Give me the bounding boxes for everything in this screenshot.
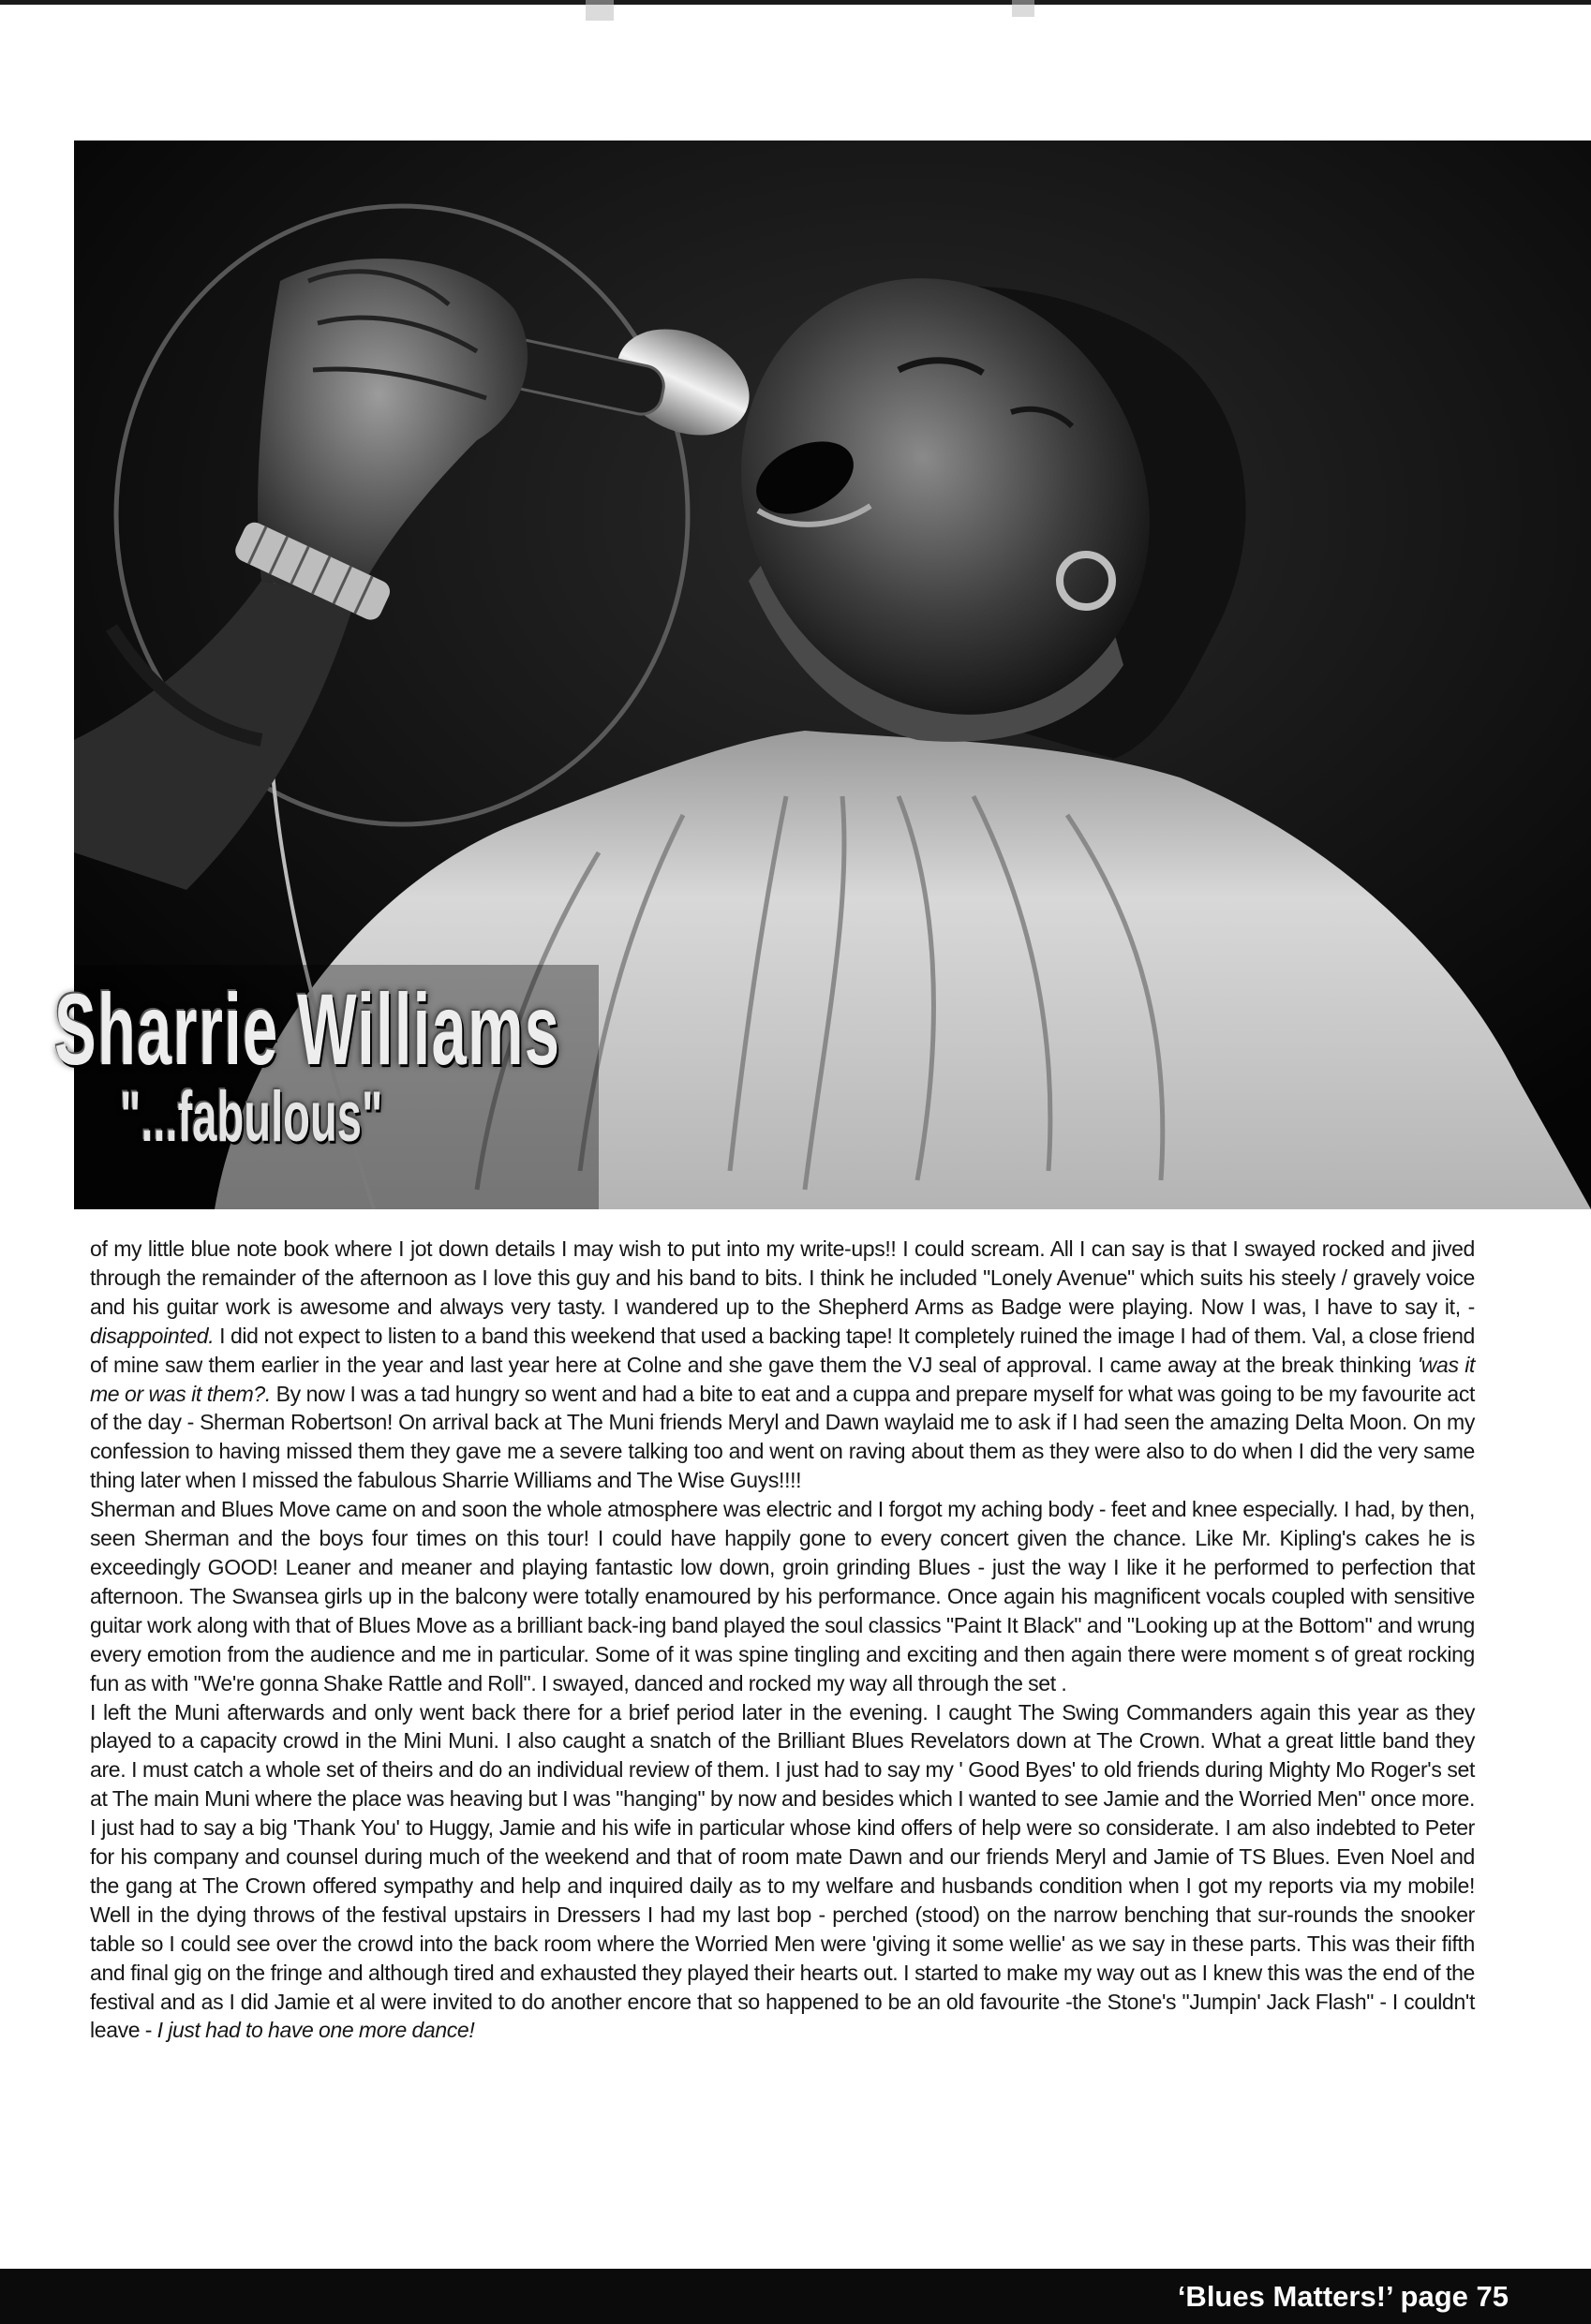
- paragraph-text: Sherman and Blues Move came on and soon the whole atmosphere was electric and I forgot my aching body - feet and knee especially. I had, by then, seen Sherman and the boys four times on this tour! I could have happily gone to every concert given the chance. Like Mr. Kipling's cakes he is exceedingly GOOD! Leaner and meaner and playing fantastic low down, groin grinding Blues - just the way I like it he performed to perfection that afternoon. The Swansea girls up in the balcony were totally enamoured by his performance. Once again his magnificent vocals coupled with sensitive guitar work along with that of Blues Move as a brilliant back-ing band played the soul classics "Paint It Black" and "Looking up at the Bottom" and wrung every emotion from the audience and me in particular. Some of it was spine tingling and exciting and then again there were moment s of great rocking fun as with "We're gonna Shake Rattle and Roll". I swayed, danced and rocked my way all through the set .: [90, 1497, 1475, 1695]
- footer-page-label: ‘Blues Matters!’ page 75: [1177, 2280, 1509, 2313]
- article-body: [90, 1235, 1475, 2045]
- paragraph-text: of my little blue note book where I jot down details I may wish to put into my write-ups!! I could scream. All I can say is that I swayed rocked and jived through the remainder of the afternoon as I love this guy and his band to bits. I think he included "Lonely Avenue" which suits his steely / gravely voice and his guitar work is awesome and always very tasty. I wandered up to the Shepherd Arms as Badge were playing. Now I was, I have to say it, -: [90, 1236, 1475, 1319]
- top-rule: [0, 0, 1591, 5]
- article-paragraph: [90, 1698, 1475, 2046]
- article-paragraph: [90, 1495, 1475, 1697]
- footer-bar: [0, 2269, 1591, 2324]
- paragraph-text: I left the Muni afterwards and only went back there for a brief period later in the evening. I caught The Swing Commanders again this year as they played to a capacity crowd in the Mini Muni. I also caught a snatch of the Brilliant Blues Revelators down at The Crown. What a great little band they are. I must catch a whole set of theirs and do an individual review of them. I just had to say my ' Good Byes' to old friends during Mighty Mo Roger's set at The main Muni where the place was heaving but I was "hanging" by now and besides which I wanted to see Jamie and the Worried Men" once more. I just had to say a big 'Thank You' to Huggy, Jamie and his wife in particular whose kind offers of help were so considerate. I am also indebted to Peter for his company and counsel during much of the weekend and that of room mate Dawn and our friends Meryl and Jamie of TS Blues. Even Noel and the gang at The Crown offered sympathy and help and inquired daily as to my welfare and husbands condition when I got my reports via my mobile! Well in the dying throws of the festival upstairs in Dressers I had my last bop - perched (stood) on the narrow benching that sur-rounds the snooker table so I could see over the crowd into the back room where the Worried Men were 'giving it some wellie' as we say in these parts. This was their fifth and final gig on the fringe and although tired and exhausted they played their hearts out. I started to make my way out as I knew this was the end of the festival and as I did Jamie et al were invited to do another encore that so happened to be an old favourite -the Stone's "Jumpin' Jack Flash" - I couldn't leave -: [90, 1699, 1475, 2043]
- scan-mark: [586, 0, 614, 21]
- paragraph-text: I did not expect to listen to a band this weekend that used a backing tape! It completely ruined the image I had of them. Val, a close friend of mine saw them earlier in the year and last year here at Colne and she gave them the VJ seal of approval. I came away at the break thinking: [90, 1323, 1475, 1377]
- scan-mark: [1012, 0, 1034, 17]
- emphasized-text: 'was it me or was it them?.: [90, 1352, 1475, 1406]
- emphasized-text: disappointed.: [90, 1323, 215, 1348]
- article-paragraph: [90, 1235, 1475, 1495]
- article-headline: Sharrie Williams: [54, 972, 561, 1086]
- article-subheadline: "...fabulous": [120, 1077, 383, 1157]
- emphasized-text: I just had to have one more dance!: [156, 2018, 475, 2043]
- paragraph-text: By now I was a tad hungry so went and had a bite to eat and a cuppa and prepare myself for what was going to be my favourite act of the day - Sherman Robertson! On arrival back at The Muni friends Meryl and Dawn waylaid me to ask if I had seen the amazing Delta Moon. On my confession to having missed them they gave me a severe talking too and went on raving about them as they were also to do when I did the very same thing later when I missed the fabulous Sharrie Williams and The Wise Guys!!!!: [90, 1381, 1476, 1493]
